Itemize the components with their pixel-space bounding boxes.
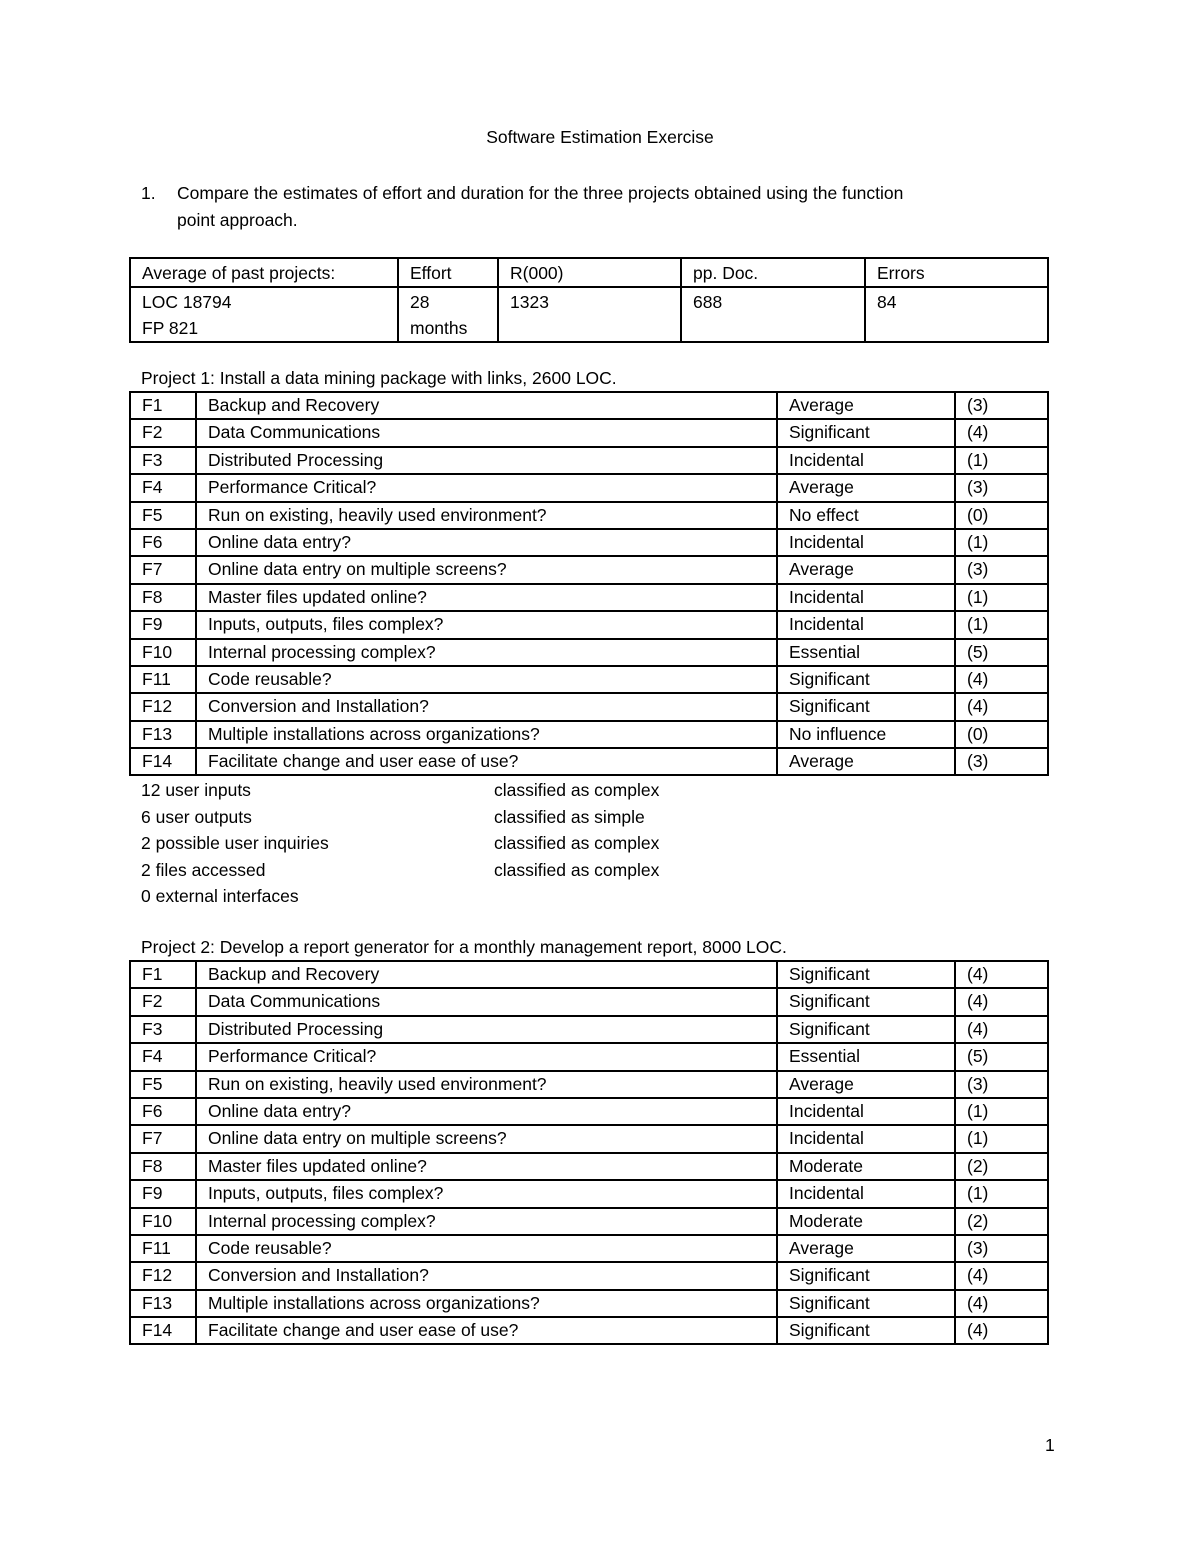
project-1-heading: Project 1: Install a data mining package with links, 2600 LOC. xyxy=(141,368,617,388)
summary-effort-unit: months xyxy=(410,318,468,338)
factor-name: Run on existing, heavily used environment? xyxy=(196,1071,777,1098)
question-number: 1. xyxy=(141,183,156,203)
factor-rating: Average xyxy=(777,1235,955,1262)
factor-id: F3 xyxy=(130,1016,196,1043)
factor-rating: No influence xyxy=(777,721,955,748)
summary-errors-cell: 84 xyxy=(865,287,1048,342)
factor-rating: Incidental xyxy=(777,611,955,638)
function-count-quantity: 0 external interfaces xyxy=(141,886,299,907)
question-text xyxy=(177,180,1041,234)
factor-rating: Essential xyxy=(777,1043,955,1070)
summary-header-row xyxy=(130,258,1048,287)
factor-row xyxy=(130,1317,1048,1344)
function-count-quantity: 2 possible user inquiries xyxy=(141,833,329,854)
function-count-quantity: 2 files accessed xyxy=(141,859,266,880)
factor-score: (4) xyxy=(955,1016,1048,1043)
summary-pp-doc-cell: 688 xyxy=(681,287,865,342)
factor-row xyxy=(130,1208,1048,1235)
factor-row xyxy=(130,1262,1048,1289)
factor-id: F4 xyxy=(130,474,196,501)
factor-name: Performance Critical? xyxy=(196,474,777,501)
function-count-classification: classified as complex xyxy=(494,780,660,800)
factor-id: F12 xyxy=(130,1262,196,1289)
factor-id: F6 xyxy=(130,1098,196,1125)
factor-id: F9 xyxy=(130,611,196,638)
summary-header-cell: R(000) xyxy=(498,258,681,287)
factor-rating: Significant xyxy=(777,1016,955,1043)
factor-score: (5) xyxy=(955,1043,1048,1070)
factor-name: Online data entry? xyxy=(196,1098,777,1125)
factor-score: (0) xyxy=(955,721,1048,748)
factor-id: F8 xyxy=(130,584,196,611)
factor-row xyxy=(130,419,1048,446)
function-count-quantity: 12 user inputs xyxy=(141,780,251,800)
summary-fp: FP 821 xyxy=(142,318,199,338)
factor-rating: Significant xyxy=(777,988,955,1015)
summary-header-cell: Errors xyxy=(865,258,1048,287)
project-2-heading: Project 2: Develop a report generator for a monthly management report, 8000 LOC. xyxy=(141,937,787,957)
factor-id: F2 xyxy=(130,419,196,446)
factor-row xyxy=(130,611,1048,638)
factor-name: Multiple installations across organizations? xyxy=(196,1290,777,1317)
factor-name: Internal processing complex? xyxy=(196,1208,777,1235)
factor-score: (3) xyxy=(955,1071,1048,1098)
summary-r000-cell: 1323 xyxy=(498,287,681,342)
factor-id: F5 xyxy=(130,1071,196,1098)
factor-rating: Significant xyxy=(777,961,955,988)
factor-row xyxy=(130,1153,1048,1180)
factor-score: (1) xyxy=(955,1125,1048,1152)
factor-id: F3 xyxy=(130,447,196,474)
factor-id: F1 xyxy=(130,392,196,419)
factor-score: (4) xyxy=(955,419,1048,446)
project-2-factor-table xyxy=(129,960,1049,1345)
question-text-line-2: point approach. xyxy=(177,210,298,230)
question-text-line-1: Compare the estimates of effort and duration for the three projects obtained using the function xyxy=(177,183,904,203)
factor-row xyxy=(130,748,1048,775)
factor-score: (4) xyxy=(955,693,1048,720)
summary-effort-cell xyxy=(398,287,498,342)
factor-row xyxy=(130,584,1048,611)
factor-id: F9 xyxy=(130,1180,196,1207)
factor-row xyxy=(130,693,1048,720)
factor-row xyxy=(130,961,1048,988)
factor-score: (4) xyxy=(955,1290,1048,1317)
factor-score: (3) xyxy=(955,556,1048,583)
factor-name: Backup and Recovery xyxy=(196,392,777,419)
factor-name: Facilitate change and user ease of use? xyxy=(196,748,777,775)
factor-score: (1) xyxy=(955,611,1048,638)
factor-row xyxy=(130,447,1048,474)
factor-name: Multiple installations across organizations? xyxy=(196,721,777,748)
summary-header-cell: Average of past projects: xyxy=(130,258,398,287)
question-1 xyxy=(141,180,1041,234)
factor-row xyxy=(130,556,1048,583)
summary-value-row xyxy=(130,287,1048,342)
factor-row xyxy=(130,666,1048,693)
factor-row xyxy=(130,392,1048,419)
factor-id: F7 xyxy=(130,556,196,583)
factor-score: (2) xyxy=(955,1208,1048,1235)
factor-rating: No effect xyxy=(777,502,955,529)
factor-rating: Average xyxy=(777,474,955,501)
factor-rating: Incidental xyxy=(777,529,955,556)
factor-score: (1) xyxy=(955,584,1048,611)
factor-name: Inputs, outputs, files complex? xyxy=(196,611,777,638)
factor-name: Distributed Processing xyxy=(196,1016,777,1043)
factor-score: (1) xyxy=(955,1180,1048,1207)
factor-rating: Average xyxy=(777,748,955,775)
factor-id: F8 xyxy=(130,1153,196,1180)
factor-rating: Significant xyxy=(777,666,955,693)
factor-row xyxy=(130,1180,1048,1207)
summary-size-cell xyxy=(130,287,398,342)
function-count-classification: classified as complex xyxy=(494,859,660,880)
factor-rating: Significant xyxy=(777,419,955,446)
factor-row xyxy=(130,529,1048,556)
factor-id: F4 xyxy=(130,1043,196,1070)
factor-id: F14 xyxy=(130,1317,196,1344)
factor-score: (3) xyxy=(955,1235,1048,1262)
function-count-quantity: 6 user outputs xyxy=(141,806,252,827)
factor-name: Master files updated online? xyxy=(196,1153,777,1180)
factor-score: (5) xyxy=(955,639,1048,666)
factor-score: (1) xyxy=(955,529,1048,556)
factor-score: (3) xyxy=(955,474,1048,501)
page-number: 1 xyxy=(1045,1435,1055,1455)
summary-header-cell: Effort xyxy=(398,258,498,287)
factor-id: F13 xyxy=(130,1290,196,1317)
factor-name: Data Communications xyxy=(196,419,777,446)
factor-name: Conversion and Installation? xyxy=(196,1262,777,1289)
factor-id: F11 xyxy=(130,666,196,693)
factor-name: Online data entry on multiple screens? xyxy=(196,1125,777,1152)
factor-score: (4) xyxy=(955,988,1048,1015)
factor-rating: Moderate xyxy=(777,1153,955,1180)
factor-score: (4) xyxy=(955,666,1048,693)
factor-rating: Incidental xyxy=(777,1098,955,1125)
factor-score: (1) xyxy=(955,1098,1048,1125)
factor-score: (3) xyxy=(955,392,1048,419)
function-count-classification: classified as simple xyxy=(494,806,645,827)
factor-id: F1 xyxy=(130,961,196,988)
factor-name: Internal processing complex? xyxy=(196,639,777,666)
factor-id: F13 xyxy=(130,721,196,748)
factor-row xyxy=(130,1235,1048,1262)
summary-loc: LOC 18794 xyxy=(142,292,232,312)
factor-id: F10 xyxy=(130,1208,196,1235)
factor-rating: Average xyxy=(777,1071,955,1098)
function-count-classification: classified as complex xyxy=(494,833,660,854)
factor-row xyxy=(130,988,1048,1015)
factor-name: Distributed Processing xyxy=(196,447,777,474)
factor-rating: Incidental xyxy=(777,1180,955,1207)
factor-row xyxy=(130,502,1048,529)
factor-rating: Incidental xyxy=(777,584,955,611)
factor-name: Master files updated online? xyxy=(196,584,777,611)
factor-id: F7 xyxy=(130,1125,196,1152)
factor-name: Online data entry? xyxy=(196,529,777,556)
factor-score: (4) xyxy=(955,961,1048,988)
factor-rating: Incidental xyxy=(777,447,955,474)
factor-row xyxy=(130,1071,1048,1098)
factor-score: (3) xyxy=(955,748,1048,775)
factor-row xyxy=(130,474,1048,501)
document-title: Software Estimation Exercise xyxy=(486,127,714,147)
project-1-factor-table xyxy=(129,391,1049,776)
factor-score: (0) xyxy=(955,502,1048,529)
factor-name: Conversion and Installation? xyxy=(196,693,777,720)
factor-id: F6 xyxy=(130,529,196,556)
factor-name: Run on existing, heavily used environment? xyxy=(196,502,777,529)
factor-rating: Significant xyxy=(777,1290,955,1317)
factor-score: (4) xyxy=(955,1262,1048,1289)
factor-row xyxy=(130,1098,1048,1125)
factor-row xyxy=(130,1125,1048,1152)
past-projects-summary-table xyxy=(129,257,1049,343)
factor-name: Facilitate change and user ease of use? xyxy=(196,1317,777,1344)
factor-rating: Moderate xyxy=(777,1208,955,1235)
factor-name: Code reusable? xyxy=(196,1235,777,1262)
factor-id: F2 xyxy=(130,988,196,1015)
factor-row xyxy=(130,1290,1048,1317)
factor-rating: Significant xyxy=(777,693,955,720)
factor-name: Inputs, outputs, files complex? xyxy=(196,1180,777,1207)
factor-rating: Incidental xyxy=(777,1125,955,1152)
factor-row xyxy=(130,639,1048,666)
factor-id: F10 xyxy=(130,639,196,666)
factor-rating: Average xyxy=(777,556,955,583)
factor-rating: Essential xyxy=(777,639,955,666)
factor-id: F12 xyxy=(130,693,196,720)
factor-name: Backup and Recovery xyxy=(196,961,777,988)
summary-effort-value: 28 xyxy=(410,292,430,312)
factor-id: F14 xyxy=(130,748,196,775)
factor-rating: Significant xyxy=(777,1317,955,1344)
summary-header-cell: pp. Doc. xyxy=(681,258,865,287)
factor-score: (4) xyxy=(955,1317,1048,1344)
factor-name: Data Communications xyxy=(196,988,777,1015)
factor-row xyxy=(130,721,1048,748)
factor-row xyxy=(130,1043,1048,1070)
factor-rating: Average xyxy=(777,392,955,419)
factor-id: F11 xyxy=(130,1235,196,1262)
factor-row xyxy=(130,1016,1048,1043)
factor-name: Performance Critical? xyxy=(196,1043,777,1070)
factor-id: F5 xyxy=(130,502,196,529)
factor-name: Code reusable? xyxy=(196,666,777,693)
factor-score: (2) xyxy=(955,1153,1048,1180)
factor-rating: Significant xyxy=(777,1262,955,1289)
factor-score: (1) xyxy=(955,447,1048,474)
factor-name: Online data entry on multiple screens? xyxy=(196,556,777,583)
